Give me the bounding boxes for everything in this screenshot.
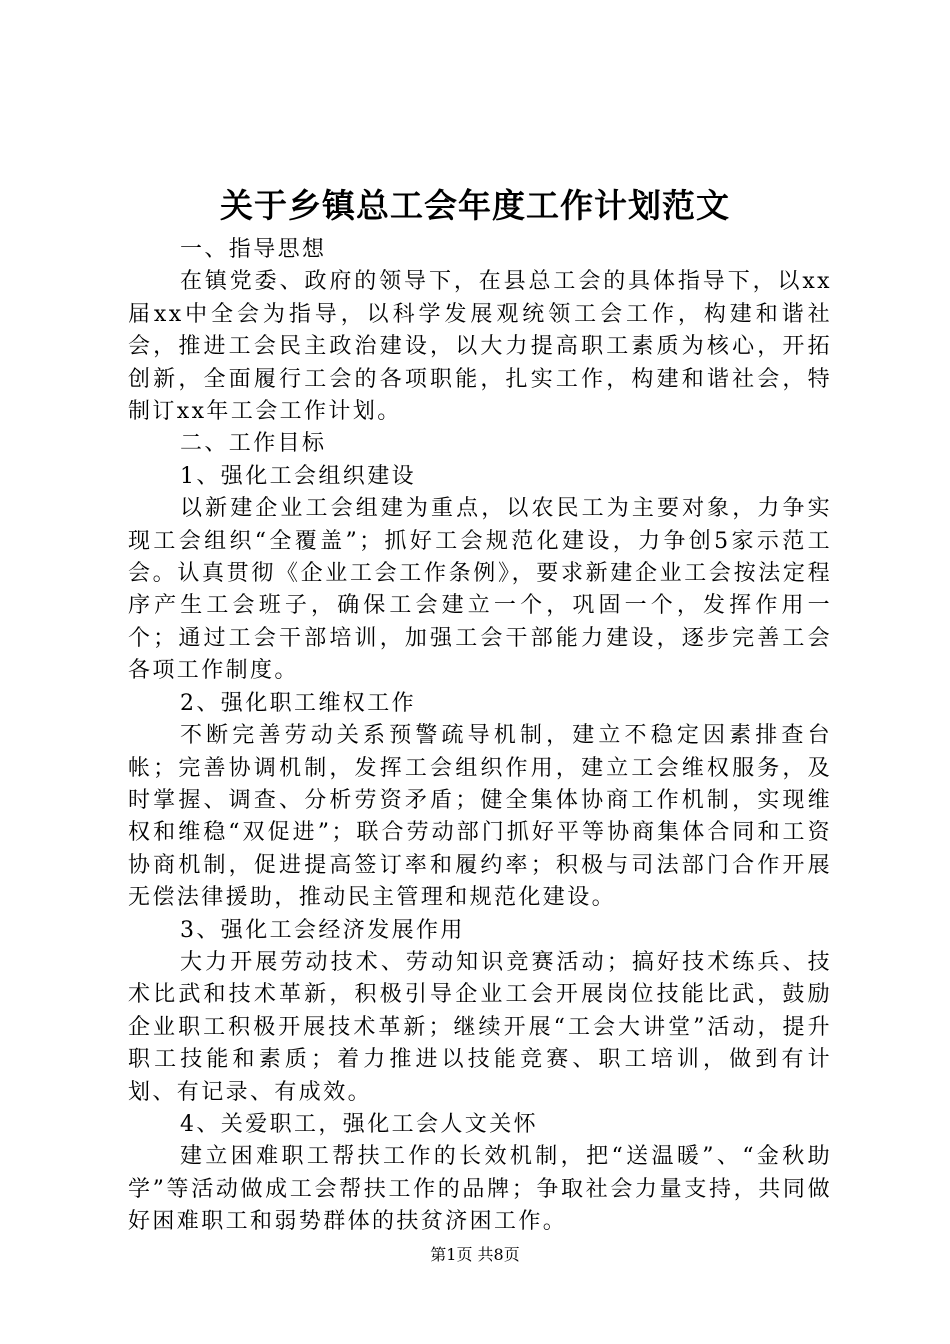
page-number-footer: 第1页 共8页 xyxy=(430,1245,520,1264)
subheading-economic-development: 3、强化工会经济发展作用 xyxy=(180,917,465,943)
document-body xyxy=(128,234,832,1239)
paragraph-rights-protection: 不断完善劳动关系预警疏导机制，建立不稳定因素排查台帐；完善协调机制，发挥工会组织作用，建立工会维权服务，及时掌握、调查、分析劳资矛盾；健全集体协商工作机制，实现维权和维稳“双促进”；联合劳动部门抓好平等协商集体合同和工资协商机制，促进提高签订率和履约率；积极与司法部门合作开展无偿法律援助，推动民主管理和规范化建设。 xyxy=(128,723,832,911)
paragraph-guiding-ideology: 在镇党委、政府的领导下，在县总工会的具体指导下，以xx届xx中全会为指导，以科学发展观统领工会工作，构建和谐社会，推进工会民主政治建设，以大力提高职工素质为核心，开拓创新，全面履行工会的各项职能，扎实工作，构建和谐社会，特制订xx年工会工作计划。 xyxy=(128,269,832,425)
subheading-organization-building: 1、强化工会组织建设 xyxy=(180,463,416,489)
subheading-worker-care: 4、关爱职工，强化工会人文关怀 xyxy=(180,1111,538,1137)
paragraph-worker-care: 建立困难职工帮扶工作的长效机制，把“送温暖”、“金秋助学”等活动做成工会帮扶工作的品牌；争取社会力量支持，共同做好困难职工和弱势群体的扶贫济困工作。 xyxy=(128,1144,832,1235)
section-heading-work-goals: 二、工作目标 xyxy=(180,431,327,457)
document-title: 关于乡镇总工会年度工作计划范文 xyxy=(220,186,730,225)
paragraph-organization-building: 以新建企业工会组建为重点，以农民工为主要对象，力争实现工会组织“全覆盖”；抓好工会规范化建设，力争创5家示范工会。认真贯彻《企业工会工作条例》，要求新建企业工会按法定程序产生工会班子，确保工会建立一个，巩固一个，发挥作用一个；通过工会干部培训，加强工会干部能力建设，逐步完善工会各项工作制度。 xyxy=(128,496,832,684)
subheading-rights-protection: 2、强化职工维权工作 xyxy=(180,690,416,716)
section-heading-guiding-ideology: 一、指导思想 xyxy=(180,237,327,262)
paragraph-economic-development: 大力开展劳动技术、劳动知识竞赛活动；搞好技术练兵、技术比武和技术革新，积极引导企业工会开展岗位技能比武，鼓励企业职工积极开展技术革新；继续开展“工会大讲堂”活动，提升职工技能和素质；着力推进以技能竞赛、职工培训，做到有计划、有记录、有成效。 xyxy=(128,949,832,1105)
